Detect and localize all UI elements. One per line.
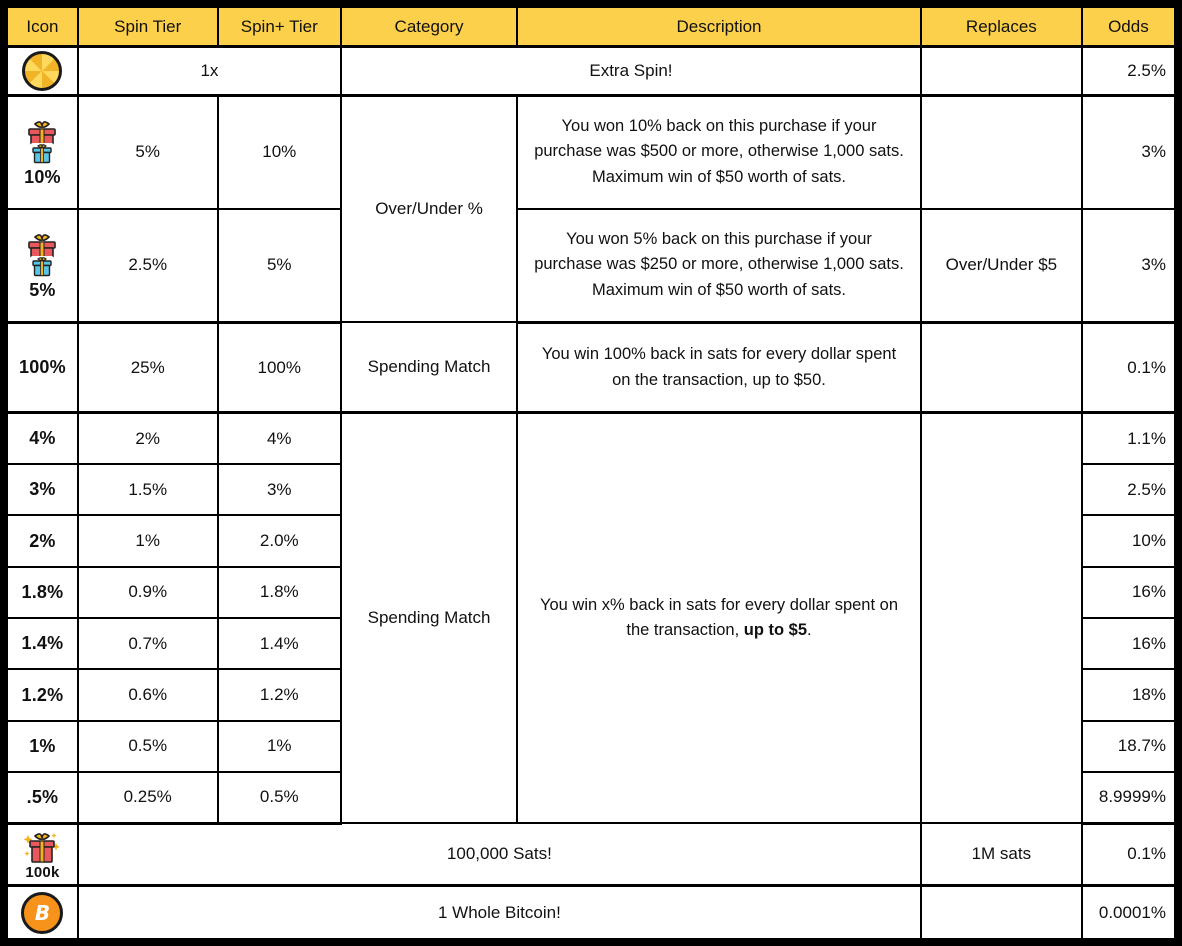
header-icon: Icon — [4, 4, 78, 47]
extra-spin-description: Extra Spin! — [341, 47, 921, 95]
header-row — [4, 4, 1178, 47]
spending-icon-label: 1.4% — [4, 618, 78, 669]
spending-odds: 18.7% — [1082, 721, 1178, 772]
spending-spin-tier: 0.5% — [78, 721, 218, 772]
row-whole-bitcoin — [4, 886, 1178, 942]
spending-icon-label: 1.2% — [4, 669, 78, 720]
ou10-spin-tier: 5% — [78, 95, 218, 209]
match100-spin-tier: 25% — [78, 322, 218, 413]
ou10-odds: 3% — [1082, 95, 1178, 209]
match100-spin-plus-tier: 100% — [218, 322, 341, 413]
ou5-replaces: Over/Under $5 — [921, 209, 1082, 323]
bitcoin-icon — [21, 892, 63, 934]
header-category: Category — [341, 4, 517, 47]
spending-odds: 8.9999% — [1082, 772, 1178, 823]
extra-spin-tier: 1x — [78, 47, 341, 95]
coin-icon — [22, 51, 62, 91]
ou5-odds: 3% — [1082, 209, 1178, 323]
spending-replaces — [921, 413, 1082, 823]
row-match-100 — [4, 322, 1178, 413]
header-description: Description — [517, 4, 921, 47]
spending-spin-tier: 0.6% — [78, 669, 218, 720]
spending-spin-tier: 0.7% — [78, 618, 218, 669]
row-100k-sats — [4, 823, 1178, 885]
bitcoin-description: 1 Whole Bitcoin! — [78, 886, 921, 942]
row-over-under-5 — [4, 209, 1178, 323]
double-gift-icon — [20, 118, 64, 166]
spending-spin-plus-tier: 0.5% — [218, 772, 341, 823]
coin-icon-cell — [4, 47, 78, 95]
match100-odds: 0.1% — [1082, 322, 1178, 413]
match100-category: Spending Match — [341, 322, 517, 413]
gift-5-icon-cell — [4, 209, 78, 323]
bitcoin-glyph: B — [34, 900, 51, 925]
match100-icon-label: 100% — [4, 322, 78, 413]
spending-odds: 2.5% — [1082, 464, 1178, 515]
spending-desc-bold: up to $5 — [743, 621, 808, 640]
sats100k-replaces: 1M sats — [921, 823, 1082, 885]
gift-100k-icon-cell — [4, 823, 78, 885]
match100-replaces — [921, 322, 1082, 413]
spending-icon-label: 3% — [4, 464, 78, 515]
sats100k-description: 100,000 Sats! — [78, 823, 921, 885]
spending-icon-label: 2% — [4, 515, 78, 566]
gift-10-label: 10% — [24, 166, 61, 187]
spending-spin-tier: 2% — [78, 413, 218, 464]
spending-icon-label: 4% — [4, 413, 78, 464]
spending-odds: 1.1% — [1082, 413, 1178, 464]
extra-spin-odds: 2.5% — [1082, 47, 1178, 95]
ou10-description: You won 10% back on this purchase if your purchase was $500 or more, otherwise 1,000 sats. Maximum win of $50 worth of sats. — [517, 95, 921, 209]
header-replaces: Replaces — [921, 4, 1082, 47]
header-spin-tier: Spin Tier — [78, 4, 218, 47]
double-gift-icon — [20, 231, 64, 279]
ou10-replaces — [921, 95, 1082, 209]
header-odds: Odds — [1082, 4, 1178, 47]
header-spin-plus-tier: Spin+ Tier — [218, 4, 341, 47]
spending-spin-tier: 0.9% — [78, 567, 218, 618]
bitcoin-odds: 0.0001% — [1082, 886, 1178, 942]
spending-spin-plus-tier: 1.2% — [218, 669, 341, 720]
spending-spin-plus-tier: 3% — [218, 464, 341, 515]
row-extra-spin — [4, 47, 1178, 95]
spending-odds: 10% — [1082, 515, 1178, 566]
spending-spin-plus-tier: 2.0% — [218, 515, 341, 566]
row-spending-4 — [4, 413, 1178, 464]
spending-icon-label: 1.8% — [4, 567, 78, 618]
sparkle-gift-icon — [18, 829, 66, 865]
ou10-spin-plus-tier: 10% — [218, 95, 341, 209]
spending-odds: 18% — [1082, 669, 1178, 720]
spending-spin-plus-tier: 1% — [218, 721, 341, 772]
spending-spin-tier: 0.25% — [78, 772, 218, 823]
spending-icon-label: 1% — [4, 721, 78, 772]
spending-category: Spending Match — [341, 413, 517, 823]
match100-description: You win 100% back in sats for every dollar spent on the transaction, up to $50. — [517, 322, 921, 413]
spending-spin-tier: 1.5% — [78, 464, 218, 515]
bitcoin-icon-cell — [4, 886, 78, 942]
extra-spin-replaces — [921, 47, 1082, 95]
spending-odds: 16% — [1082, 567, 1178, 618]
ou5-spin-tier: 2.5% — [78, 209, 218, 323]
gift-5-label: 5% — [29, 279, 56, 300]
over-under-category: Over/Under % — [341, 95, 517, 322]
spending-spin-plus-tier: 1.8% — [218, 567, 341, 618]
spending-spin-plus-tier: 1.4% — [218, 618, 341, 669]
gift-100k-label: 100k — [25, 863, 60, 881]
spending-odds: 16% — [1082, 618, 1178, 669]
bitcoin-replaces — [921, 886, 1082, 942]
ou5-spin-plus-tier: 5% — [218, 209, 341, 323]
gift-10-icon-cell — [4, 95, 78, 209]
spending-spin-plus-tier: 4% — [218, 413, 341, 464]
spending-spin-tier: 1% — [78, 515, 218, 566]
spending-description — [517, 413, 921, 823]
spending-icon-label: .5% — [4, 772, 78, 823]
row-over-under-10 — [4, 95, 1178, 209]
spending-desc-suffix: . — [807, 621, 812, 640]
sats100k-odds: 0.1% — [1082, 823, 1178, 885]
ou5-description: You won 5% back on this purchase if your purchase was $250 or more, otherwise 1,000 sats. Maximum win of $50 worth of sats. — [517, 209, 921, 323]
spending-desc-prefix: You win x% back in sats for every dollar spent on the transaction, — [540, 595, 898, 640]
